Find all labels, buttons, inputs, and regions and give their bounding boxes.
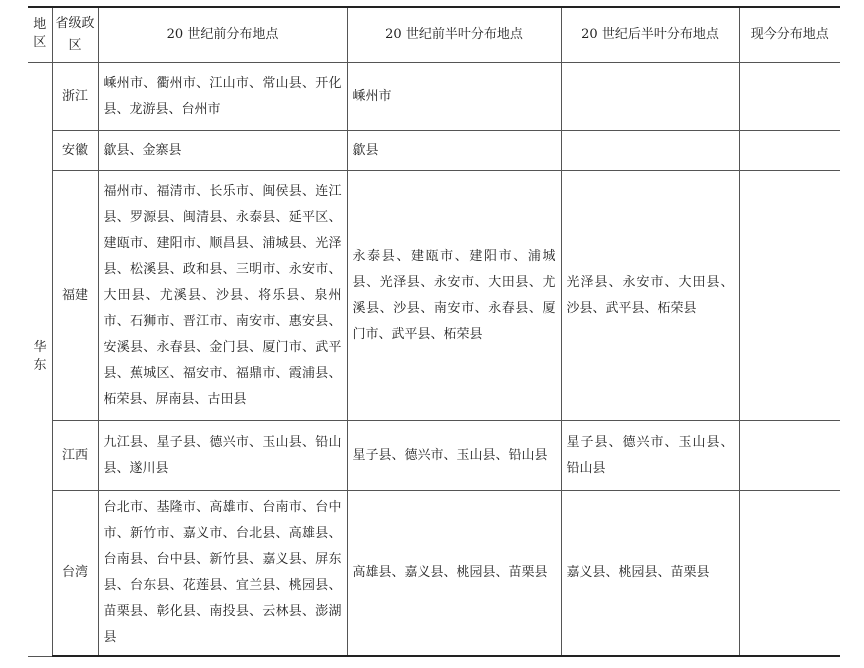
table-row xyxy=(28,491,840,657)
header-province: 省级政区 xyxy=(52,7,98,63)
early-cell: 九江县、星子县、德兴市、玉山县、铅山县、遂川县 xyxy=(98,421,347,491)
province-cell: 安徽 xyxy=(52,131,98,171)
province-cell: 浙江 xyxy=(52,63,98,131)
present-cell xyxy=(739,491,840,657)
header-second-half: 20 世纪后半叶分布地点 xyxy=(561,7,739,63)
second-half-cell: 光泽县、永安市、大田县、沙县、武平县、柘荣县 xyxy=(561,171,739,421)
table-row xyxy=(28,421,840,491)
distribution-table-container xyxy=(28,6,840,657)
first-half-cell: 嵊州市 xyxy=(347,63,561,131)
early-cell: 歙县、金寨县 xyxy=(98,131,347,171)
header-present: 现今分布地点 xyxy=(739,7,840,63)
table-row xyxy=(28,171,840,421)
header-region: 地区 xyxy=(28,7,52,63)
table-row xyxy=(28,63,840,131)
first-half-cell: 星子县、德兴市、玉山县、铅山县 xyxy=(347,421,561,491)
present-cell xyxy=(739,421,840,491)
first-half-cell: 歙县 xyxy=(347,131,561,171)
second-half-cell: 星子县、德兴市、玉山县、铅山县 xyxy=(561,421,739,491)
second-half-cell: 嘉义县、桃园县、苗栗县 xyxy=(561,491,739,657)
table-row xyxy=(28,131,840,171)
distribution-table xyxy=(28,6,840,657)
province-cell: 台湾 xyxy=(52,491,98,657)
region-cell: 华东 xyxy=(28,63,52,657)
present-cell xyxy=(739,131,840,171)
present-cell xyxy=(739,63,840,131)
header-row xyxy=(28,7,840,63)
province-cell: 福建 xyxy=(52,171,98,421)
header-first-half: 20 世纪前半叶分布地点 xyxy=(347,7,561,63)
second-half-cell xyxy=(561,131,739,171)
early-cell: 嵊州市、衢州市、江山市、常山县、开化县、龙游县、台州市 xyxy=(98,63,347,131)
early-cell: 福州市、福清市、长乐市、闽侯县、连江县、罗源县、闽清县、永泰县、延平区、建瓯市、建阳市、顺昌县、浦城县、光泽县、松溪县、政和县、三明市、永安市、大田县、尤溪县、沙县、将乐县、泉州市、石狮市、晋江市、南安市、惠安县、安溪县、永春县、金门县、厦门市、武平县、蕉城区、福安市、福鼎市、霞浦县、柘荣县、屏南县、古田县 xyxy=(98,171,347,421)
first-half-cell: 高雄县、嘉义县、桃园县、苗栗县 xyxy=(347,491,561,657)
header-early: 20 世纪前分布地点 xyxy=(98,7,347,63)
second-half-cell xyxy=(561,63,739,131)
early-cell: 台北市、基隆市、高雄市、台南市、台中市、新竹市、嘉义市、台北县、高雄县、台南县、台中县、新竹县、嘉义县、屏东县、台东县、花莲县、宜兰县、桃园县、苗栗县、彰化县、南投县、云林县、澎湖县 xyxy=(98,491,347,657)
first-half-cell: 永泰县、建瓯市、建阳市、浦城县、光泽县、永安市、大田县、尤溪县、沙县、南安市、永春县、厦门市、武平县、柘荣县 xyxy=(347,171,561,421)
province-cell: 江西 xyxy=(52,421,98,491)
present-cell xyxy=(739,171,840,421)
